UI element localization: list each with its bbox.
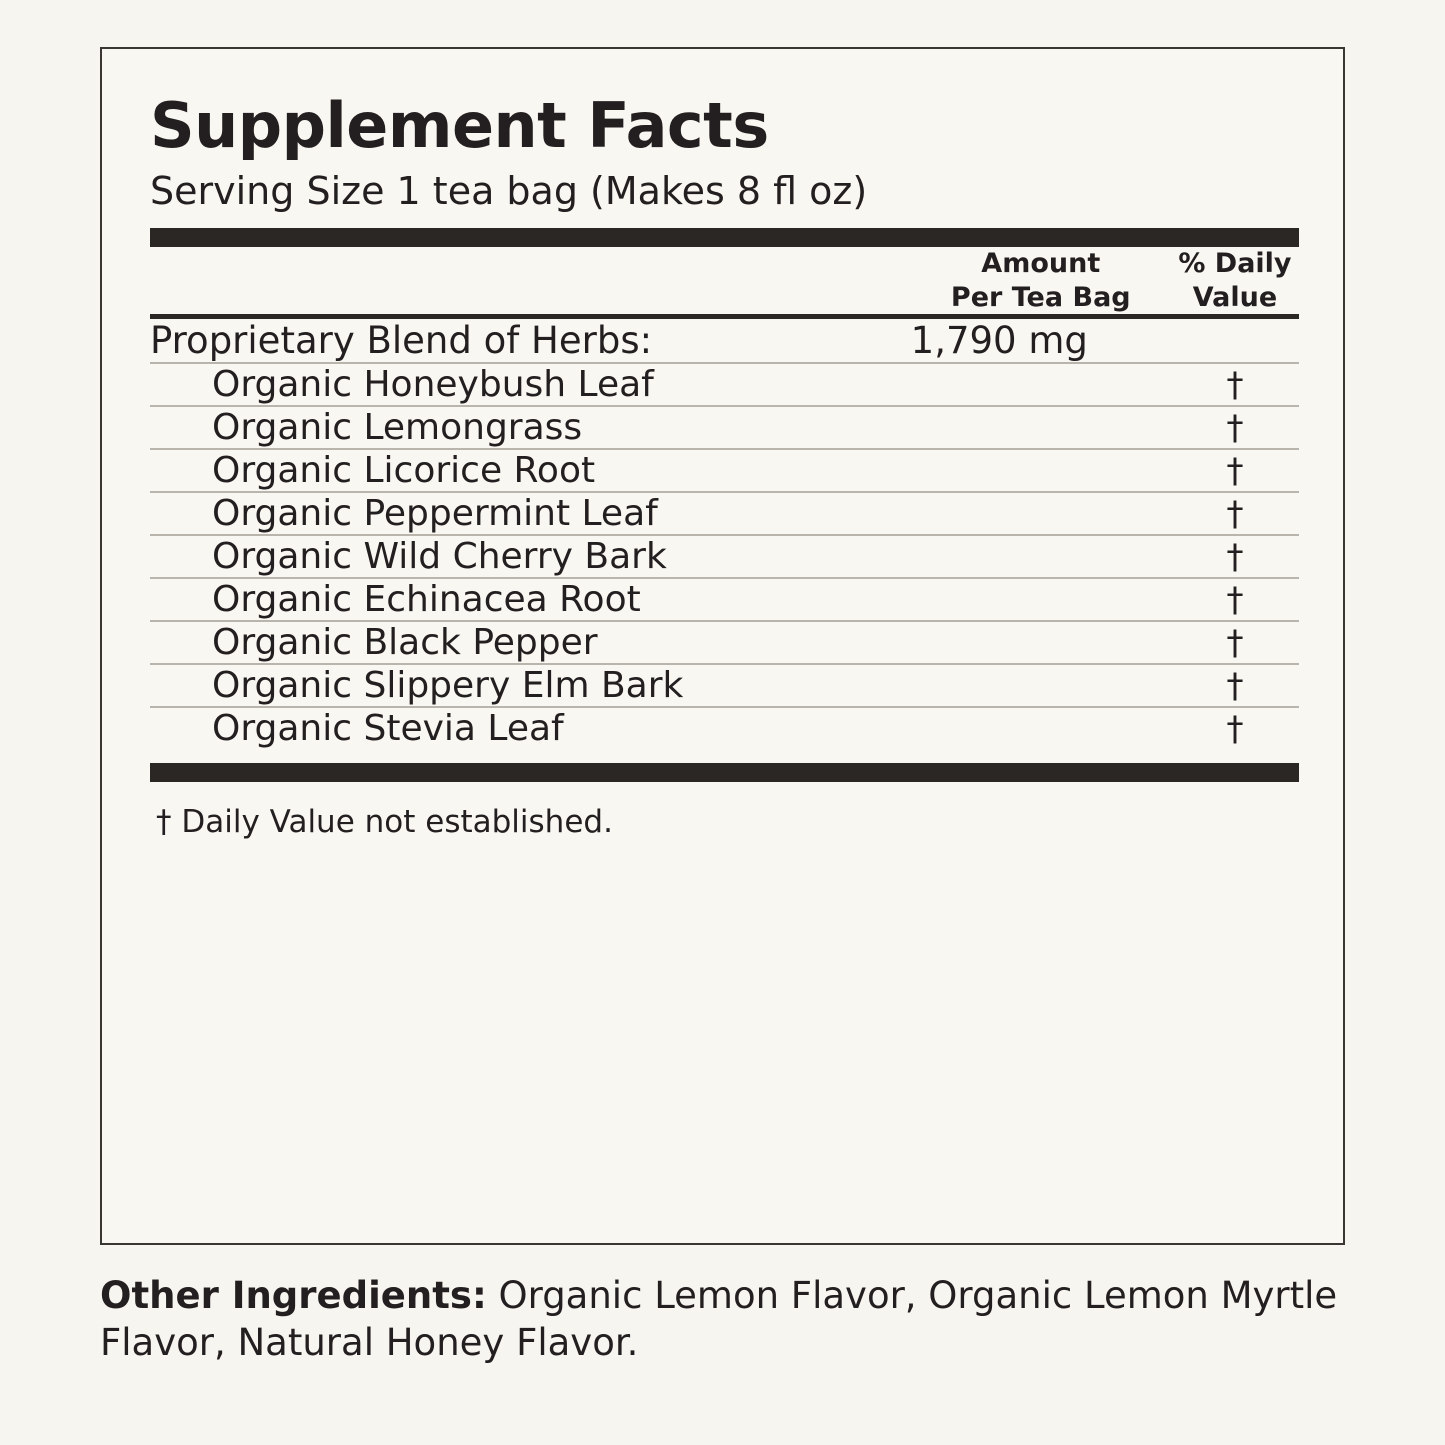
row-daily-value — [1171, 319, 1299, 362]
other-ingredients-text: Organic Lemon Flavor, Organic Lemon Myrtle Flavor, Natural Honey Flavor. — [100, 1274, 1338, 1365]
header-dv-line1: % Daily — [1178, 247, 1292, 279]
row-daily-value: † — [1226, 537, 1244, 578]
row-name: Organic Peppermint Leaf — [212, 493, 658, 535]
table-row — [150, 450, 1299, 491]
row-amount — [911, 665, 1171, 706]
table-header-row — [150, 247, 1299, 315]
row-amount — [911, 364, 1171, 405]
row-name: Organic Honeybush Leaf — [212, 364, 654, 406]
header-amount-cell — [911, 247, 1171, 315]
row-daily-value: † — [1226, 365, 1244, 406]
table-row — [150, 622, 1299, 663]
row-amount — [911, 450, 1171, 491]
row-amount — [911, 407, 1171, 448]
header-dv-line2: Value — [1192, 281, 1278, 313]
row-amount — [911, 493, 1171, 534]
bottom-thick-rule — [150, 763, 1299, 782]
supplement-facts-panel — [100, 47, 1345, 1245]
row-name: Organic Echinacea Root — [212, 579, 641, 621]
row-daily-value: † — [1226, 666, 1244, 707]
daily-value-footnote: † Daily Value not established. — [156, 804, 613, 841]
table-row — [150, 493, 1299, 534]
table-row — [150, 319, 1299, 362]
table-row — [150, 407, 1299, 448]
row-amount — [911, 536, 1171, 577]
header-daily-value-cell — [1171, 247, 1299, 315]
row-amount — [911, 622, 1171, 663]
table-row — [150, 665, 1299, 706]
header-amount-line2: Per Tea Bag — [950, 281, 1131, 313]
header-amount-line1: Amount — [981, 247, 1101, 279]
page-title: Supplement Facts — [150, 89, 769, 162]
row-name: Organic Slippery Elm Bark — [212, 665, 684, 707]
row-daily-value: † — [1226, 494, 1244, 535]
row-name: Proprietary Blend of Herbs: — [150, 319, 653, 363]
table-row — [150, 364, 1299, 405]
row-name: Organic Lemongrass — [212, 407, 583, 449]
table-row — [150, 708, 1299, 749]
table-row — [150, 536, 1299, 577]
row-name: Organic Licorice Root — [212, 450, 596, 492]
row-name: Organic Wild Cherry Bark — [212, 536, 667, 578]
top-thick-rule — [150, 228, 1299, 247]
other-ingredients — [100, 1272, 1350, 1367]
row-amount — [911, 708, 1171, 749]
nutrition-table — [150, 247, 1299, 750]
table-row — [150, 579, 1299, 620]
row-daily-value: † — [1226, 623, 1244, 664]
row-daily-value: † — [1226, 451, 1244, 492]
row-daily-value: † — [1226, 709, 1244, 750]
row-name: Organic Black Pepper — [212, 622, 598, 664]
row-name: Organic Stevia Leaf — [212, 708, 564, 750]
row-amount: 1,790 mg — [910, 319, 1088, 363]
other-ingredients-label: Other Ingredients: — [100, 1274, 487, 1317]
row-daily-value: † — [1226, 408, 1244, 449]
serving-size-text: Serving Size 1 tea bag (Makes 8 fl oz) — [150, 169, 868, 214]
header-blank-cell — [150, 247, 911, 315]
row-daily-value: † — [1226, 580, 1244, 621]
row-amount — [911, 579, 1171, 620]
